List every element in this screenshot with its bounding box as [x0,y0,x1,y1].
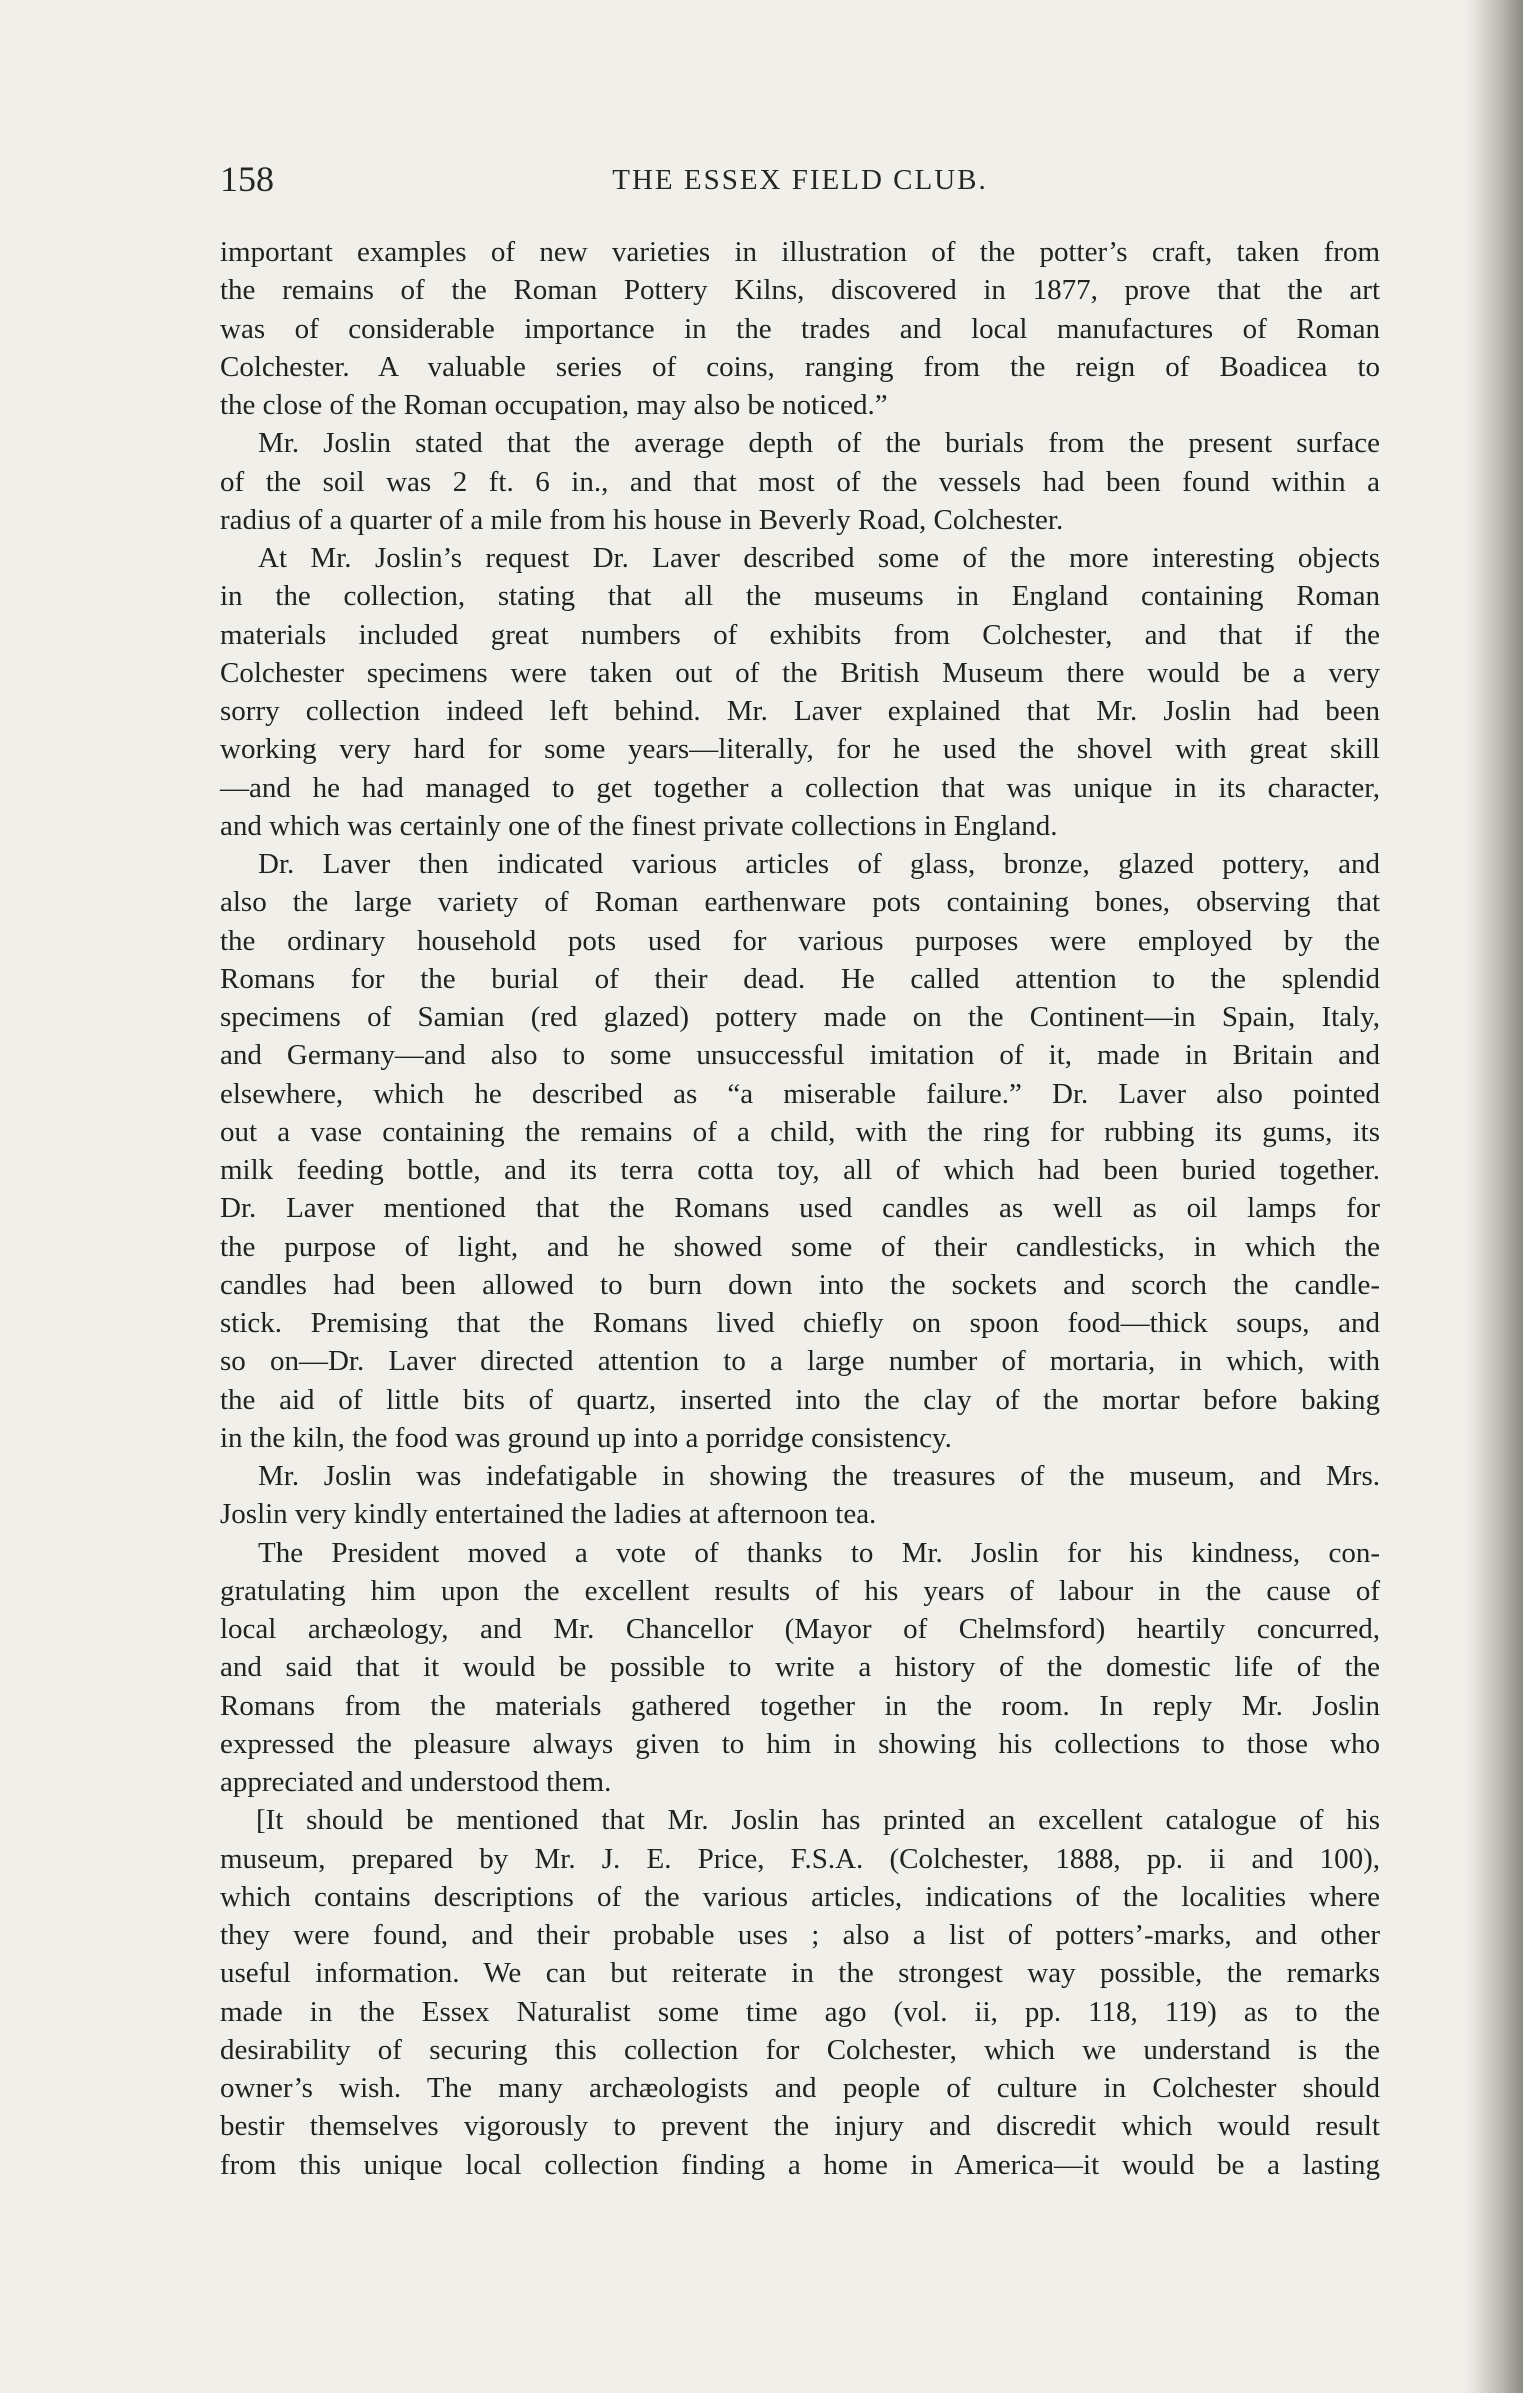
text-line: the purpose of light, and he showed some of their candlesticks, in which the [220,1230,1380,1263]
text-line: expressed the pleasure always given to him in showing his collections to those who [220,1727,1380,1760]
text-line: At Mr. Joslin’s request Dr. Laver described some of the more interesting objects [258,542,1380,574]
text-line: the aid of little bits of quartz, inserted into the clay of the mortar before baking [220,1383,1380,1416]
text-line: gratulating him upon the excellent results of his years of labour in the cause of [220,1574,1380,1607]
text-line: out a vase containing the remains of a child, with the ring for rubbing its gums, its [220,1115,1380,1148]
text-line: important examples of new varieties in illustration of the potter’s craft, taken from [220,236,1380,268]
text-line: radius of a quarter of a mile from his house in Beverly Road, Colchester. [220,503,1064,536]
text-line: [It should be mentioned that Mr. Joslin has printed an excellent catalogue of his [256,1804,1380,1837]
text-line: The President moved a vote of thanks to Mr. Joslin for his kindness, con- [258,1536,1380,1569]
text-line: useful information. We can but reiterate in the strongest way possible, the remarks [220,1957,1380,1990]
page-header [220,150,1380,210]
text-line: local archæology, and Mr. Chancellor (Mayor of Chelmsford) heartily concurred, [220,1613,1380,1645]
text-line: the close of the Roman occupation, may also be noticed.” [220,389,888,421]
text-line: in the collection, stating that all the museums in England containing Roman [220,580,1380,613]
text-line: working very hard for some years—literally, for he used the shovel with great skill [220,733,1380,766]
text-line: museum, prepared by Mr. J. E. Price, F.S.A. (Colchester, 1888, pp. ii and 100), [220,1842,1380,1875]
body-text [220,233,1380,2184]
page-edge [1477,0,1523,2393]
text-line: which contains descriptions of the various articles, indications of the localities where [220,1880,1380,1913]
text-line: Romans from the materials gathered together in the room. In reply Mr. Joslin [220,1689,1380,1722]
text-line: made in the Essex Naturalist some time ago (vol. ii, pp. 118, 119) as to the [220,1995,1380,2028]
running-head: THE ESSEX FIELD CLUB. [612,164,988,196]
text-line: also the large variety of Roman earthenware pots containing bones, observing that [220,886,1380,919]
text-line: and said that it would be possible to write a history of the domestic life of the [220,1651,1380,1684]
text-line: they were found, and their probable uses ; also a list of potters’-marks, and other [220,1919,1380,1951]
text-line: milk feeding bottle, and its terra cotta toy, all of which had been buried together. [220,1154,1380,1186]
text-line: Mr. Joslin stated that the average depth of the burials from the present surface [258,427,1380,460]
text-line: Colchester. A valuable series of coins, ranging from the reign of Boadicea to [220,350,1380,383]
text-line: Colchester specimens were taken out of the British Museum there would be a very [220,656,1380,689]
text-line: Dr. Laver then indicated various articles of glass, bronze, glazed pottery, and [258,848,1380,880]
text-line: sorry collection indeed left behind. Mr. Laver explained that Mr. Joslin had been [220,695,1380,727]
text-line: owner’s wish. The many archæologists and people of culture in Colchester should [220,2072,1380,2104]
text-line: Joslin very kindly entertained the ladies at afternoon tea. [220,1498,877,1531]
text-line: Romans for the burial of their dead. He called attention to the splendid [220,962,1380,995]
text-line: —and he had managed to get together a collection that was unique in its character, [220,771,1380,804]
text-line: was of considerable importance in the trades and local manufactures of Roman [220,312,1380,345]
text-line: the ordinary household pots used for various purposes were employed by the [220,924,1380,957]
page-gutter-shadow [1463,0,1477,2393]
text-line: the remains of the Roman Pottery Kilns, discovered in 1877, prove that the art [220,274,1380,307]
text-line: appreciated and understood them. [220,1766,612,1798]
text-line: stick. Premising that the Romans lived chiefly on spoon food—thick soups, and [220,1307,1380,1339]
text-line: so on—Dr. Laver directed attention to a large number of mortaria, in which, with [220,1345,1380,1378]
text-line: of the soil was 2 ft. 6 in., and that most of the vessels had been found within a [220,465,1380,498]
text-line: desirability of securing this collection for Colchester, which we understand is the [220,2033,1380,2066]
text-line: Mr. Joslin was indefatigable in showing the treasures of the museum, and Mrs. [258,1460,1380,1492]
text-line: in the kiln, the food was ground up into a porridge consistency. [220,1421,952,1454]
text-line: candles had been allowed to burn down into the sockets and scorch the candle- [220,1268,1380,1301]
text-line: Dr. Laver mentioned that the Romans used candles as well as oil lamps for [220,1192,1380,1225]
text-line: bestir themselves vigorously to prevent the injury and discredit which would result [220,2110,1380,2143]
text-line: and Germany—and also to some unsuccessful imitation of it, made in Britain and [220,1039,1380,1072]
text-line: and which was certainly one of the finest private collections in England. [220,809,1058,842]
text-line: specimens of Samian (red glazed) pottery made on the Continent—in Spain, Italy, [220,1001,1380,1033]
text-line: from this unique local collection finding a home in America—it would be a lasting [220,2148,1380,2181]
page-number: 158 [220,159,274,199]
text-line: elsewhere, which he described as “a miserable failure.” Dr. Laver also pointed [220,1077,1380,1110]
text-line: materials included great numbers of exhibits from Colchester, and that if the [220,618,1380,651]
